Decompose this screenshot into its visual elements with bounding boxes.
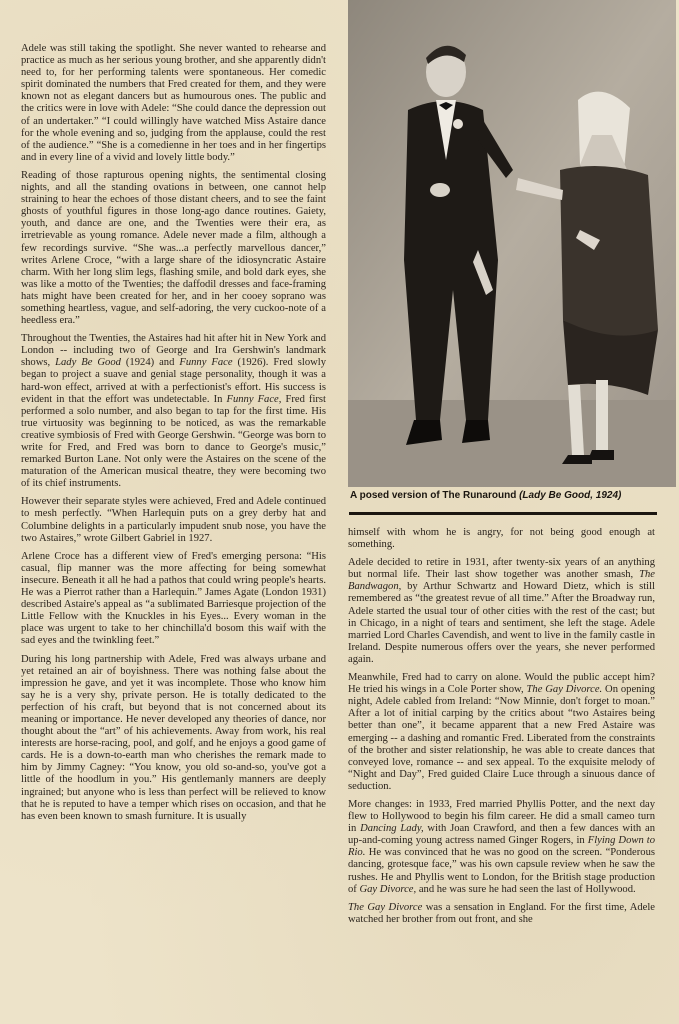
right-text-column bbox=[348, 527, 655, 932]
paragraph: Adele decided to retire in 1931, after twenty-six years of an anything but normal life. Their last show together was another smash, The Bandwagon, by Arthur Schwartz and Howard Dietz, which is still remembered as “the greatest revue of all time.” After the Broadway run, Adele started the usual tour of other cities with the rest of the cast; but in Chicago, in a night of tears and sentiment, she left the stage. Adele married Lord Charles Cavendish, and went to live in the family castle in Ireland. Despite numerous offers over the years, she never performed again. bbox=[348, 557, 655, 665]
left-text-column bbox=[21, 43, 326, 829]
paragraph: During his long partnership with Adele, Fred was always urbane and yet retained an air of boyishness. There was nothing false about the impression he gave, and yet it was incomplete. Those who know him say he is a very shy, private person. He is totally dedicated to the perfection of his craft, but beyond that is not concerned about its meaning or importance. He never developed any theories of dance, nor thought about the “art” of his achievements. Away from work, his real interests are horse-racing, pool, and golf, and he enjoys a good game of cards. He is a down-to-earth man who cherishes the remark made to him by Jimmy Cagney: “You know, you old so-and-so, you've got a little of the hoodlum in you.” His gentlemanly manners are deeply ingrained; but anyone who is less than perfect will be relieved to know that he is reputed to have a temper which rises on occasion, and that he has even been known to smash furniture. It is usually bbox=[21, 653, 326, 822]
paragraph: Meanwhile, Fred had to carry on alone. Would the public accept him? He tried his wings in a Cole Porter show, The Gay Divorce. On opening night, Adele cabled from Ireland: “Now Minnie, don't forget to moan.” After a lot of initial carping by the critics about “two Astaires being better than one”, it became apparent that a new Fred Astaire was emerging -- a dashing and romantic Fred. Liberated from the constraints of the brother and sister relationship, he was able to create dances that conveyed love, romance -- and sex appeal. To the exquisite melody of “Night and Day”, Fred guided Claire Luce through a sinuous dance of seduction. bbox=[348, 672, 656, 792]
caption-divider bbox=[349, 512, 657, 515]
paragraph: Reading of those rapturous opening nights, the sentimental closing nights, and all the standing ovations in between, one cannot help straining to hear the echoes of those distant cheers, and to see the faint ghosts of youthful figures in those long-ago dance routines. Gaiety, youth, and dance are one, and the Twenties were their era, as irretrievable as young romance. Adele never made a film, although a few recordings survive. “She was...a perfectly marvellous dancer,” writes Arlene Croce, “with a large share of the idiosyncratic Astaire charm. With her long slim legs, flashing smile, and bold dark eyes, she was like a motto of the Twenties; the daffodil dresses and face-framing hats might have been created for her, and in her cooey soprano was something heartless, vague, and self-adoring, the very cuckoo-note of a heedless era.” bbox=[21, 169, 326, 327]
paragraph: himself with whom he is angry, for not being good enough at something. bbox=[348, 527, 655, 551]
caption-text: A posed version of The Runaround bbox=[350, 490, 520, 501]
paragraph: More changes: in 1933, Fred married Phyllis Potter, and the next day flew to Hollywood to begin his film career. He did a small cameo turn in Dancing Lady, with Joan Crawford, and then a few dances with an up-and-coming young actress named Ginger Rogers, in Flying Down to Rio. He was convinced that he was no good on the screen. “Ponderous dancing, grotesque face,” was his own capsule review when he saw the rushes. He and Phyllis went to London, for the British stage production of Gay Divorce, and he was sure he had seen the last of Hollywood. bbox=[348, 798, 655, 895]
photo-caption bbox=[350, 490, 660, 501]
photograph-icon bbox=[348, 0, 676, 487]
paragraph: Arlene Croce has a different view of Fred's emerging persona: “His casual, flip manner was the more affecting for being somewhat insecure. Beneath it all he had a pathos that could wring people's hearts. He was a Pierrot rather than a Harlequin.” James Agate (London 1931) described Astaire's appeal as “a sublimated Barriesque projection of the Little Fellow with the Knuckles in his Eyes... Every woman in the place was urgent to take to her chinchilla'd bosom this waif with the sad eyes and the twinkling feet.” bbox=[21, 550, 326, 647]
paragraph: The Gay Divorce was a sensation in England. For the first time, Adele watched her brother from out front, and she bbox=[348, 901, 655, 925]
paragraph: However their separate styles were achieved, Fred and Adele continued to mesh perfectly. “When Harlequin puts on a grey derby hat and Columbine delights in a particularly impudent snub nose, you have the two Astaires,” wrote Gilbert Gabriel in 1927. bbox=[21, 496, 326, 544]
photograph bbox=[348, 0, 676, 487]
paragraph: Throughout the Twenties, the Astaires had hit after hit in New York and London -- including two of George and Ira Gershwin's landmark shows, Lady Be Good (1924) and Funny Face (1926). Fred slowly began to project a suave and genial stage personality, though it was a hard-won effect, arrived at with a perfectionist's effort. His success is evident in that the effort was undetectable. In Funny Face, Fred first performed a solo number, and also began to tap for the first time. His true virtuosity was beginning to be noticed, as was the remarkable creative symbiosis of Fred with George Gershwin. “George was born to write for Fred, and Fred was born to dance to George's music,” remarked Burton Lane. Not only were the Astaires on the scene of the maturation of the American musical theatre, they were becoming two of its chief instruments. bbox=[21, 333, 327, 490]
paragraph: Adele was still taking the spotlight. She never wanted to rehearse and practice as much as her serious young brother, and she apparently didn't need to, for her performing talents were spontaneous. Her comedic spirit dominated the numbers that Fred created for them, and they were known not as elegant dancers but as humourous ones. The public and the critics were in love with Adele: “She could dance the depression out of an undertaker.” “I could willingly have watched Miss Astaire dance for the whole evening and so, judging from the applause, could the rest of the audience.” “She is a comedienne in her toes and in her fingertips and in every line of a vivid and lovely little body.” bbox=[21, 43, 326, 163]
caption-italic: (Lady Be Good, 1924) bbox=[519, 490, 622, 501]
